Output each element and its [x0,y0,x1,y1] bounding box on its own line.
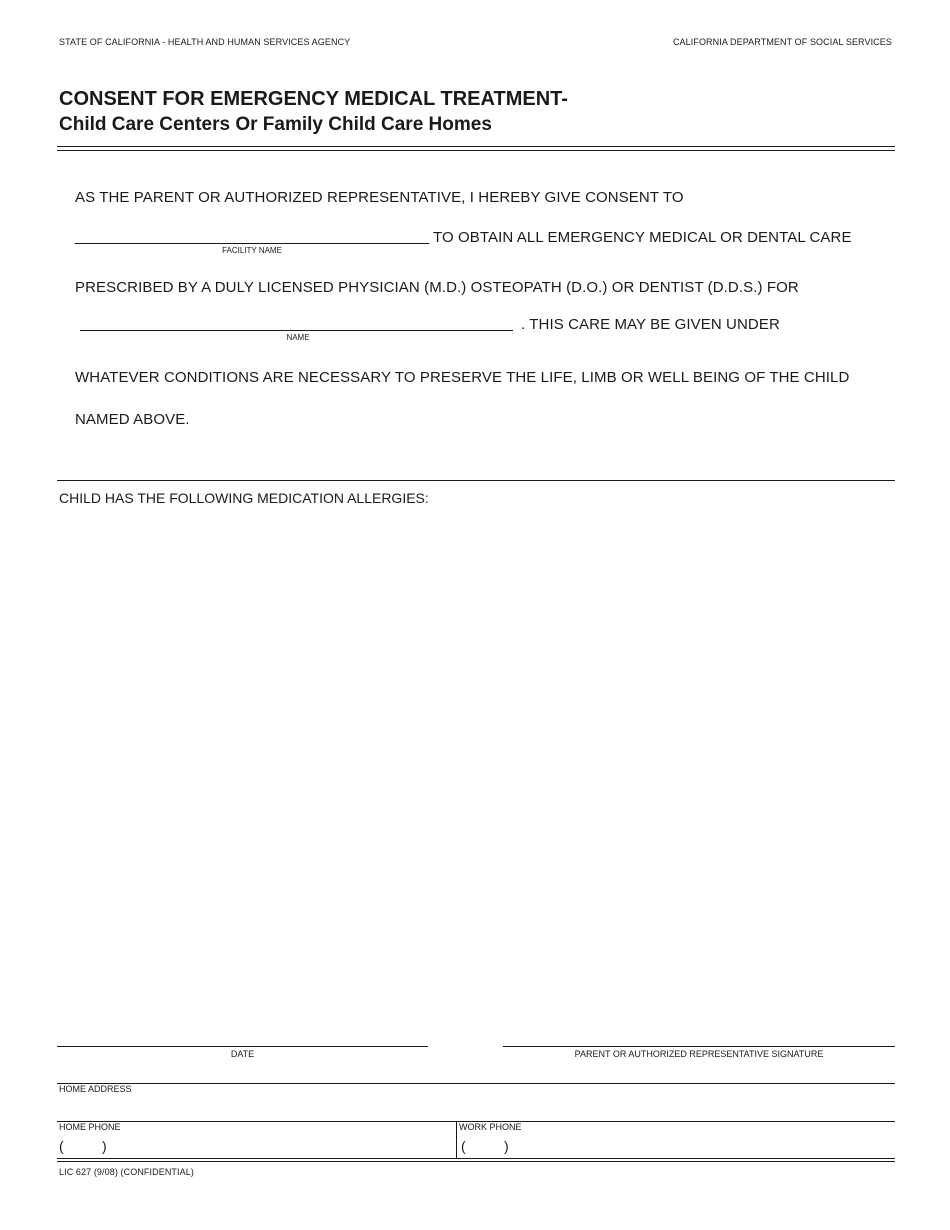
work-phone-paren-close: ) [504,1138,509,1154]
consent-line-4: . THIS CARE MAY BE GIVEN UNDER [521,316,780,333]
agency-right-header: CALIFORNIA DEPARTMENT OF SOCIAL SERVICES [672,37,892,47]
work-phone-paren-open: ( [461,1138,466,1154]
work-phone-field[interactable] [457,1134,895,1158]
work-phone-label: WORK PHONE [459,1122,522,1132]
signature-label: PARENT OR AUTHORIZED REPRESENTATIVE SIGNATURE [574,1049,824,1059]
form-subtitle: Child Care Centers Or Family Child Care Homes [59,114,492,135]
form-title: CONSENT FOR EMERGENCY MEDICAL TREATMENT- [59,88,568,110]
date-field[interactable] [57,1040,428,1047]
consent-line-2: TO OBTAIN ALL EMERGENCY MEDICAL OR DENTAL CARE [433,229,852,246]
facility-name-caption: FACILITY NAME [222,246,282,255]
footer-rule-top [57,1158,895,1159]
allergies-rule [57,480,895,481]
agency-left-header: STATE OF CALIFORNIA - HEALTH AND HUMAN SERVICES AGENCY [59,37,351,47]
child-name-caption: NAME [286,333,310,342]
consent-line-5: WHATEVER CONDITIONS ARE NECESSARY TO PRESERVE THE LIFE, LIMB OR WELL BEING OF THE CHILD [75,369,850,386]
title-rule-bottom [57,150,895,151]
home-address-top-rule [57,1083,895,1084]
consent-line-3: PRESCRIBED BY A DULY LICENSED PHYSICIAN (M.D.) OSTEOPATH (D.O.) OR DENTIST (D.D.S.) FOR [75,279,799,296]
date-label: DATE [230,1049,255,1059]
home-address-label: HOME ADDRESS [59,1084,132,1094]
title-rule-top [57,146,895,147]
home-phone-label: HOME PHONE [59,1122,121,1132]
footer-rule-bottom [57,1161,895,1162]
consent-line-1: AS THE PARENT OR AUTHORIZED REPRESENTATIVE, I HEREBY GIVE CONSENT TO [75,189,684,206]
child-name-field[interactable] [80,330,513,331]
allergies-field[interactable] [59,512,895,1032]
form-id: LIC 627 (9/08) (CONFIDENTIAL) [59,1167,194,1177]
allergies-label: CHILD HAS THE FOLLOWING MEDICATION ALLERGIES: [59,490,429,506]
home-phone-field[interactable] [57,1134,455,1158]
facility-name-field[interactable] [75,243,429,244]
signature-field[interactable] [503,1040,895,1047]
home-address-field[interactable] [57,1096,895,1120]
consent-line-6: NAMED ABOVE. [75,411,190,428]
home-phone-paren-open: ( [59,1138,64,1154]
home-phone-paren-close: ) [102,1138,107,1154]
